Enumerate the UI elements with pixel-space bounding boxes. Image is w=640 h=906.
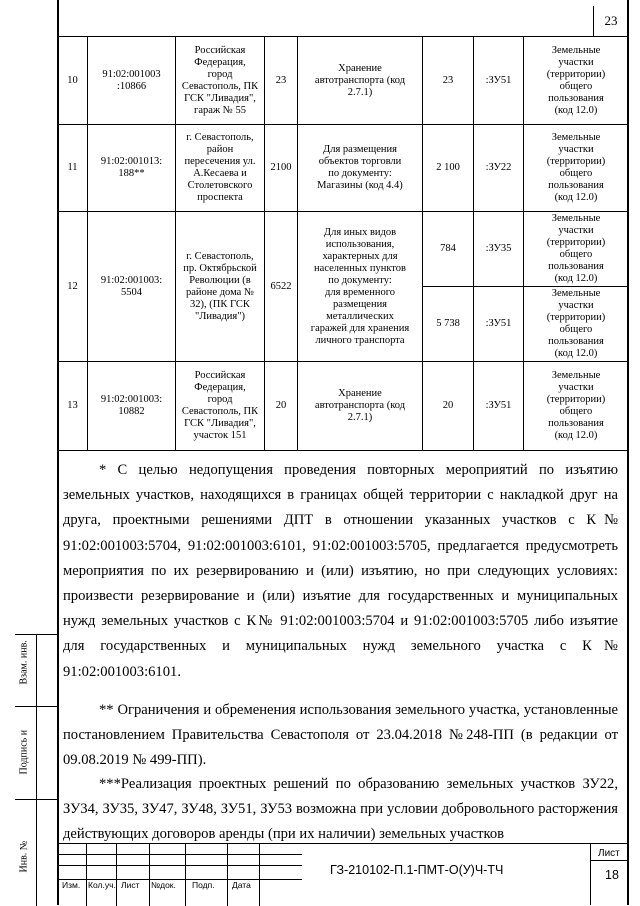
- stamp-col-data: Дата: [232, 880, 251, 890]
- cadastral-number-cell: 91:02:001003: 10882: [88, 362, 176, 451]
- address-cell: Российская Федерация, город Севастополь, ПК ГСК "Ливадия", гараж № 55: [176, 37, 265, 125]
- row-number-cell: 12: [58, 212, 88, 362]
- territory-type-cell: Земельные участки (территории) общего пользования (код 12.0): [524, 212, 629, 287]
- formed-area-cell: 784: [423, 212, 474, 287]
- parcel-designation-cell: :ЗУ51: [474, 287, 524, 362]
- side-label-signature: Подпись и: [18, 729, 30, 775]
- parcels-table: [57, 36, 629, 451]
- permitted-use-cell: Хранение автотранспорта (код 2.7.1): [298, 37, 423, 125]
- formed-area-cell: 2 100: [423, 125, 474, 212]
- territory-type-cell: Земельные участки (территории) общего пользования (код 12.0): [524, 362, 629, 451]
- table-row: [58, 212, 629, 287]
- top-page-number: 23: [593, 6, 628, 37]
- address-cell: г. Севастополь, район пересечения ул. А.Кесаева и Столетовского проспекта: [176, 125, 265, 212]
- footnote-2: ** Ограничения и обременения использования земельного участка, установленные постановлением Правительства Севастополя от 23.04.2018 №248-ПП (в редакции от 09.08.2019 № 499-ПП).: [63, 702, 618, 769]
- area-cell: 6522: [265, 212, 298, 362]
- area-cell: 2100: [265, 125, 298, 212]
- parcel-designation-cell: :ЗУ51: [474, 362, 524, 451]
- document-code: ГЗ-210102-П.1-ПМТ-О(У)Ч-ТЧ: [330, 863, 504, 877]
- cadastral-number-cell: 91:02:001003 :10866: [88, 37, 176, 125]
- permitted-use-cell: Для иных видов использования, характерных для населенных пунктов по документу: для временного размещения металлических гаражей для хранения личного транспорта: [298, 212, 423, 362]
- territory-type-cell: Земельные участки (территории) общего пользования (код 12.0): [524, 37, 629, 125]
- address-cell: г. Севастополь, пр. Октябрьской Революции (в районе дома № 32), (ПК ГСК "Ливадия"): [176, 212, 265, 362]
- stamp-col-list: Лист: [121, 880, 140, 890]
- footnote-1: * С целью недопущения проведения повторных мероприятий по изъятию земельных участков, находящихся в границах общей территории с накладкой друг на друга, проектными решениями ДПТ в отношении указанных участков с К№ 91:02:001003:5704, 91:02:001003:6101, 91:02:001003:5705, предлагается предусмотреть мероприятия по их резервированию и (или) изъятию, но при следующих условиях: произвести резервирование и (или) изъятие для государственных и муниципальных нужд земельных участков с К№ 91:02:001003:5704 и 91:02:001003:5705 либо изъятие для государственных и муниципальных нужд земельного участка с К№ 91:02:001003:6101.: [63, 462, 618, 680]
- table-row: [58, 125, 629, 212]
- stamp-col-podp: Подп.: [192, 880, 215, 890]
- table-row: [58, 362, 629, 451]
- parcel-designation-cell: :ЗУ22: [474, 125, 524, 212]
- stamp-col-ndok: №док.: [151, 880, 176, 890]
- cadastral-number-cell: 91:02:001003: 5504: [88, 212, 176, 362]
- territory-type-cell: Земельные участки (территории) общего пользования (код 12.0): [524, 287, 629, 362]
- sheet-label: Лист: [598, 848, 620, 859]
- row-number-cell: 11: [58, 125, 88, 212]
- left-side-strip: [15, 634, 57, 906]
- formed-area-cell: 5 738: [423, 287, 474, 362]
- area-cell: 20: [265, 362, 298, 451]
- stamp-col-izm: Изм.: [62, 880, 81, 890]
- formed-area-cell: 20: [423, 362, 474, 451]
- stamp-col-koluch: Кол.уч.: [88, 880, 116, 890]
- side-label-replace-inv: Взам. инв.: [18, 640, 30, 685]
- permitted-use-cell: Для размещения объектов торговли по документу: Магазины (код 4.4): [298, 125, 423, 212]
- territory-type-cell: Земельные участки (территории) общего пользования (код 12.0): [524, 125, 629, 212]
- parcel-designation-cell: :ЗУ51: [474, 37, 524, 125]
- permitted-use-cell: Хранение автотранспорта (код 2.7.1): [298, 362, 423, 451]
- area-cell: 23: [265, 37, 298, 125]
- parcel-designation-cell: :ЗУ35: [474, 212, 524, 287]
- side-label-inv-no: Инв. №: [18, 840, 30, 873]
- address-cell: Российская Федерация, город Севастополь, ПК ГСК "Ливадия", участок 151: [176, 362, 265, 451]
- table-row: [58, 37, 629, 125]
- footnote-3: ***Реализация проектных решений по образованию земельных участков ЗУ22, ЗУ34, ЗУ35, ЗУ47, ЗУ48, ЗУ51, ЗУ53 возможна при условии добровольного расторжения действующих договоров аренды (при их наличии) земельных участков: [63, 776, 618, 843]
- row-number-cell: 13: [58, 362, 88, 451]
- cadastral-number-cell: 91:02:001013: 188**: [88, 125, 176, 212]
- sheet-number: 18: [605, 868, 619, 882]
- row-number-cell: 10: [58, 37, 88, 125]
- formed-area-cell: 23: [423, 37, 474, 125]
